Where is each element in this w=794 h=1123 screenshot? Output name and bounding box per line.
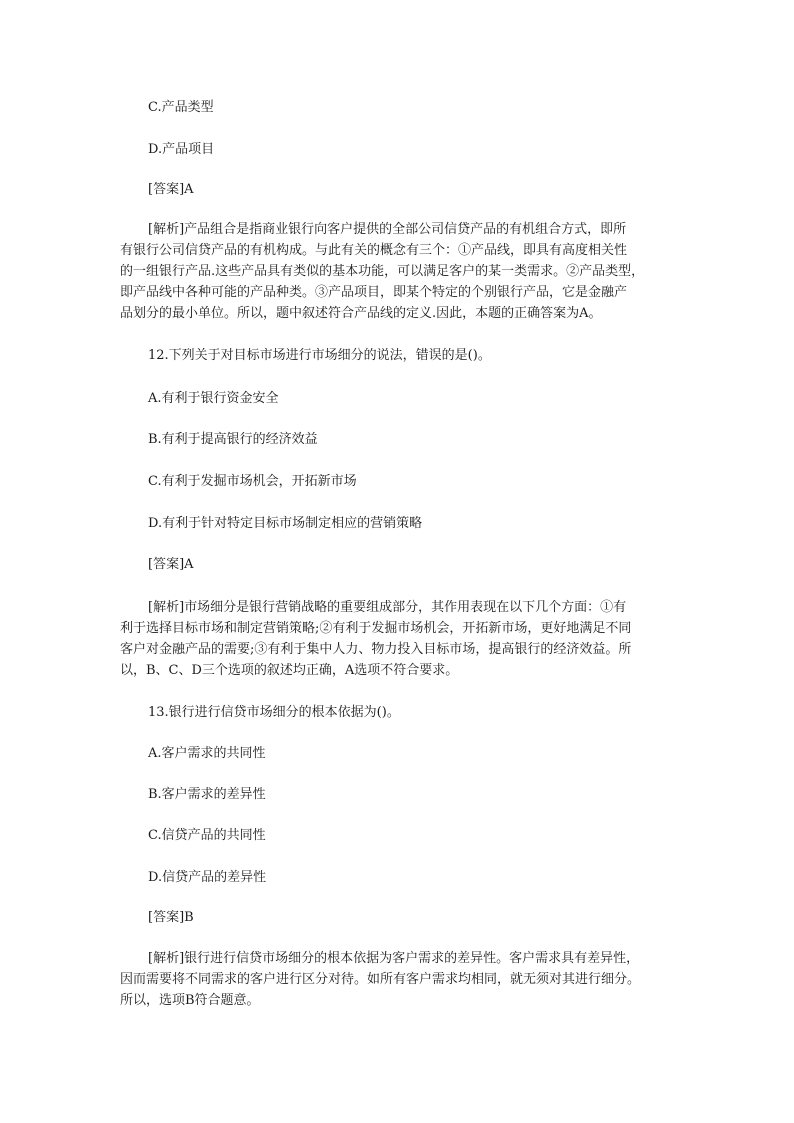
explanation-line: 有银行公司信贷产品的有机构成。与此有关的概念有三个：①产品线，即具有高度相关性 [120,243,628,258]
answer: [答案]A [148,182,194,197]
option-b: B.有利于提高银行的经济效益 [148,432,318,447]
explanation-line: 因而需要将不同需求的客户进行区分对待。如所有客户需求均相同，就无须对其进行细分。 [120,972,641,987]
option-c: C.信贷产品的共同性 [148,828,266,843]
explanation-line: 品划分的最小单位。所以，题中叙述符合产品线的定义.因此，本题的正确答案为A。 [120,306,602,321]
option-c: C.有利于发掘市场机会，开拓新市场 [148,474,357,489]
question-stem: 13.银行进行信贷市场细分的根本依据为()。 [148,705,400,720]
option-d: D.有利于针对特定目标市场制定相应的营销策略 [148,516,423,531]
explanation-line: 利于选择目标市场和制定营销策略;②有利于发掘市场机会，开拓新市场，更好地满足不同 [120,621,632,636]
explanation-line: 客户对金融产品的需要;③有利于集中人力、物力投入目标市场，提高银行的经济效益。所 [120,642,632,657]
explanation-line: 所以，选项B符合题意。 [120,993,260,1008]
explanation [120,597,680,681]
question-stem: 12.下列关于对目标市场进行市场细分的说法，错误的是()。 [148,348,491,363]
answer: [答案]A [148,557,194,572]
option-d: D.信贷产品的差异性 [148,870,267,885]
explanation-line: [解析]产品组合是指商业银行向客户提供的全部公司信贷产品的有机组合方式，即所 [148,222,627,237]
explanation-line: [解析]银行进行信贷市场细分的根本依据为客户需求的差异性。客户需求具有差异性， [148,951,640,966]
option-a: A.客户需求的共同性 [148,746,266,761]
explanation-line: 的一组银行产品.这些产品具有类似的基本功能，可以满足客户的某一类需求。②产品类型， [120,264,645,279]
option-b: B.客户需求的差异性 [148,787,266,802]
explanation-line: [解析]市场细分是银行营销战略的重要组成部分，其作用表现在以下几个方面：①有 [148,600,627,615]
explanation [120,219,680,324]
option-d: D.产品项目 [148,142,215,157]
option-c: C.产品类型 [148,100,214,115]
explanation-line: 以，B、C、D三个选项的叙述均正确，A选项不符合要求。 [120,663,459,678]
answer: [答案]B [148,910,194,925]
explanation [120,948,680,1011]
explanation-line: 即产品线中各种可能的产品种类。③产品项目，即某个特定的个别银行产品，它是金融产 [120,285,628,300]
option-a: A.有利于银行资金安全 [148,391,279,406]
